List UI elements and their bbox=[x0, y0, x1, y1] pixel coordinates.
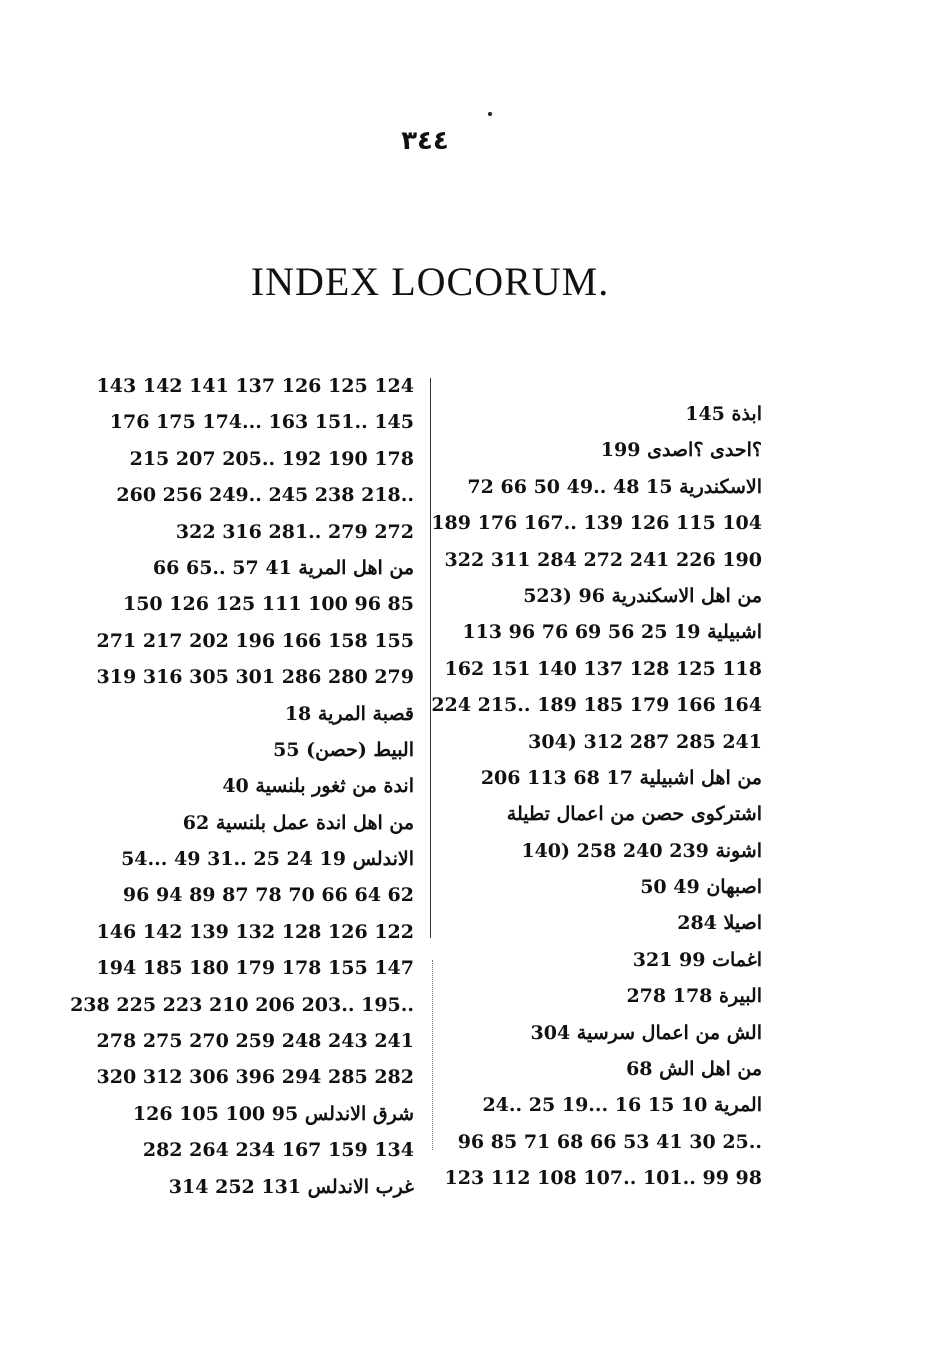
index-entry: 190 226 241 272 284 311 322 bbox=[444, 548, 762, 571]
index-entry: من اهل الش 68 bbox=[626, 1058, 762, 1081]
index-entry: 164 166 179 185 189 ..215 224 bbox=[431, 694, 762, 717]
index-entry: من اهل المرية 41 57 ..65 66 bbox=[152, 556, 414, 579]
column-divider bbox=[430, 378, 431, 938]
index-entry: 145 ..151 163 ...174 175 176 bbox=[109, 411, 414, 434]
index-entry: اصبهان 49 50 bbox=[640, 876, 762, 899]
index-entry: الاسكندرية 15 48 ..49 50 66 72 bbox=[467, 475, 762, 498]
index-entry: من اهل اندة عمل بلنسية 62 bbox=[182, 811, 414, 834]
index-entry: 279 280 286 301 305 316 319 bbox=[96, 666, 414, 689]
index-entry: اصيلا 284 bbox=[677, 912, 762, 935]
index-entry: الش من اعمال سرسية 304 bbox=[530, 1021, 762, 1044]
index-entry: غرب الاندلس 131 252 314 bbox=[168, 1175, 414, 1198]
index-column-right bbox=[431, 368, 762, 1197]
index-entry: 178 190 192 ..205 207 215 bbox=[129, 447, 414, 470]
index-entry: البيط (حصن) 55 bbox=[273, 738, 414, 761]
column-divider-dotted bbox=[432, 960, 434, 1150]
index-entry: 241 243 248 259 270 275 278 bbox=[96, 1030, 414, 1053]
index-entry: اغمات 99 321 bbox=[632, 948, 762, 971]
index-entry: قصبة المرية 18 bbox=[284, 702, 414, 725]
ink-speck bbox=[488, 112, 492, 116]
index-entry: 98 99 ..101 ..107 108 112 123 bbox=[444, 1167, 762, 1190]
index-column-left bbox=[70, 368, 414, 1205]
index-entry: 155 158 166 196 202 217 271 bbox=[96, 629, 414, 652]
index-entry: من اهل الاسكندرية 96 (523 bbox=[523, 584, 762, 607]
index-entry: اندة من ثغور بلنسية 40 bbox=[222, 775, 414, 798]
index-entry: ابذة 145 bbox=[685, 403, 762, 425]
index-entry: المرية 10 15 16 ...19 25 ..24 bbox=[482, 1094, 762, 1117]
index-entry: من اهل اشبيلية 17 68 113 206 bbox=[480, 766, 762, 789]
index-entry: اشتركوى حصن من اعمال تطيلة bbox=[506, 803, 762, 826]
index-entry: اشونة 239 240 258 (140 bbox=[521, 839, 762, 862]
index-entry: 124 125 126 137 141 142 143 bbox=[96, 375, 414, 397]
index-entry: ؟احدى ؟اصدى 199 bbox=[600, 439, 762, 462]
index-entry: شرق الاندلس 95 100 105 126 bbox=[132, 1102, 414, 1125]
page-number: ٣٤٤ bbox=[401, 126, 449, 156]
index-entry: 134 159 167 234 264 282 bbox=[142, 1139, 414, 1162]
index-entry: 122 126 128 132 139 142 146 bbox=[96, 920, 414, 943]
index-entry: 104 115 126 139 ..167 176 189 bbox=[431, 512, 762, 535]
index-entry: 85 96 100 111 125 126 150 bbox=[122, 593, 414, 616]
index-entry: 118 125 128 137 140 151 162 bbox=[444, 657, 762, 680]
index-entry: 282 285 294 396 306 312 320 bbox=[96, 1066, 414, 1089]
index-entry: ..195 ..203 206 210 223 225 238 bbox=[70, 993, 414, 1016]
index-entry: 241 285 287 312 (304 bbox=[528, 730, 762, 753]
index-entry: اشبيلية 19 25 56 69 76 96 113 bbox=[462, 621, 762, 644]
index-entry: ..218 238 245 ..249 256 260 bbox=[116, 484, 414, 507]
index-entry: 147 155 178 179 180 185 194 bbox=[96, 957, 414, 980]
index-entry: البيرة 178 278 bbox=[626, 985, 762, 1008]
index-entry: 272 279 ..281 316 322 bbox=[175, 520, 414, 543]
index-entry: 62 64 66 70 78 87 89 94 96 bbox=[122, 884, 414, 907]
index-entry: ..25 30 41 53 66 68 71 85 96 bbox=[457, 1130, 762, 1153]
index-entry: الاندلس 19 24 25 ..31 49 ...54 bbox=[121, 848, 414, 871]
page-title: INDEX LOCORUM. bbox=[250, 259, 610, 304]
